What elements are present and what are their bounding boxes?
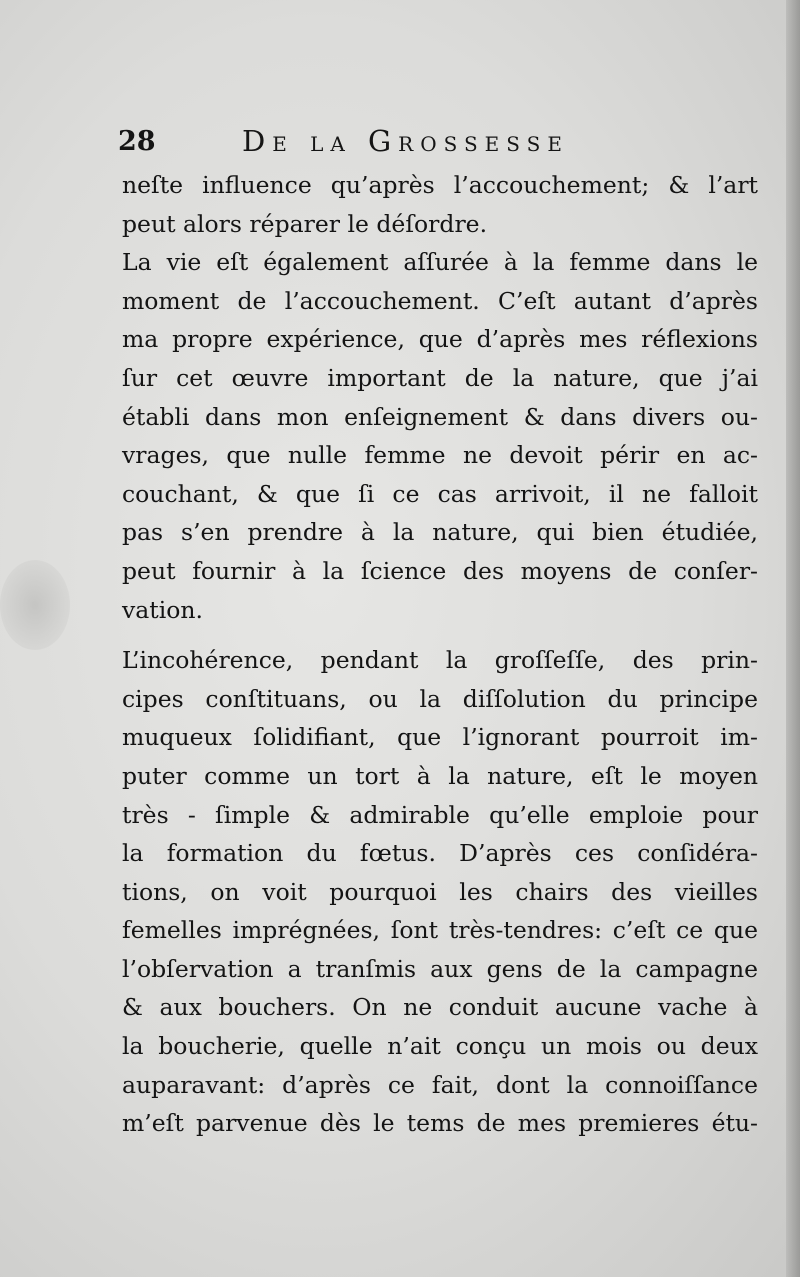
text-line: l’obſervation a tranſmis aux gens de la campagne [122,954,758,983]
text-line: L’incohérence, pendant la groſſeſſe, des prin- [122,646,758,675]
text-line: tions, on voit pourquoi les chairs des vieilles [122,877,758,906]
text-line: auparavant: d’après ce fait, dont la connoiſſance [122,1070,758,1099]
page-edge-shadow [786,0,800,1277]
text-line: vrages, que nulle femme ne devoit périr en ac- [122,441,758,470]
text-line: couchant, & que ſi ce cas arrivoit, il ne falloit [122,479,758,508]
body-text [122,166,758,1143]
text-line: ſur cet œuvre important de la nature, que j’ai [122,363,758,392]
text-line: la formation du fœtus. D’après ces conſidéra- [122,839,758,868]
running-header [118,122,758,166]
text-line: ma propre expérience, que d’après mes réflexions [122,325,758,354]
text-line: femelles imprégnées, ſont très-tendres: c’eſt ce que [122,916,758,945]
text-line: moment de l’accouchement. C’eſt autant d’après [122,286,758,315]
text-line: neſte influence qu’après l’accouchement; & l’art [122,171,758,199]
text-line: La vie eſt également aſſurée à la femme dans le [122,248,758,277]
text-line: vation. [122,595,203,624]
text-line: très - ſimple & admirable qu’elle emploie pour [122,800,758,829]
text-line: m’eſt parvenue dès le tems de mes premieres étu- [122,1109,758,1138]
running-title: De la Grossesse [242,124,569,158]
text-line: la boucherie, quelle n’ait conçu un mois ou deux [122,1032,758,1061]
text-line: cipes conſtituans, ou la diſſolution du principe [122,684,758,713]
paragraph-gap [122,629,758,641]
text-line: & aux bouchers. On ne conduit aucune vache à [122,993,758,1022]
page-number: 28 [118,126,156,157]
text-line: puter comme un tort à la nature, eſt le moyen [122,761,758,790]
text-line: pas s’en prendre à la nature, qui bien étudiée, [122,518,758,547]
paragraph-3 [122,641,758,1143]
text-line: peut alors réparer le déſordre. [122,209,488,238]
text-line: établi dans mon enſeignement & dans divers ou- [122,402,758,431]
text-line: muqueux ſolidifiant, que l’ignorant pourroit im- [122,723,758,752]
paper-stain [0,560,70,650]
paragraph-1 [122,166,758,243]
text-line: peut fournir à la ſcience des moyens de conſer- [122,556,758,585]
paragraph-2 [122,243,758,629]
